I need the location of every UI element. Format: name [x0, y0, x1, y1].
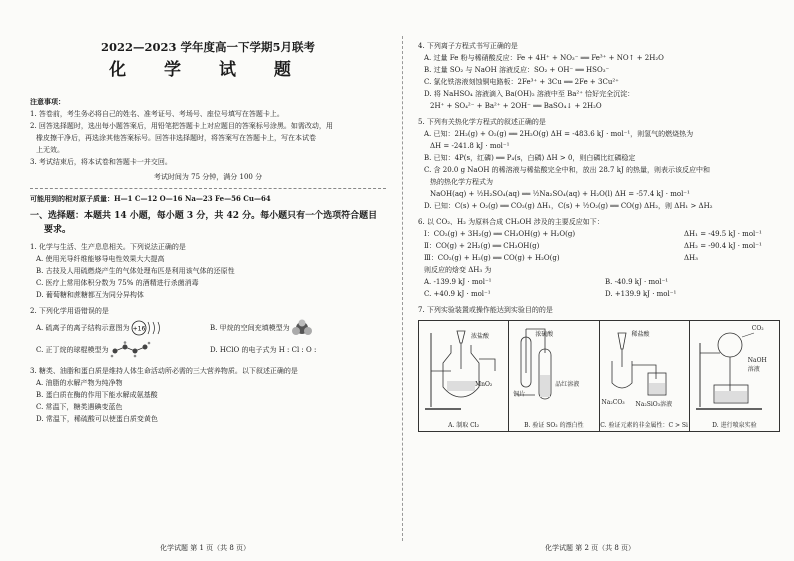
apparatus-label: Na₂CO₃ — [601, 399, 625, 406]
reaction-row — [418, 240, 780, 252]
question-4-stem: 4. 下列离子方程式书写正确的是 — [418, 42, 518, 50]
question-2-row-cd — [30, 339, 386, 361]
question-5-stem: 5. 下列有关热化学方程式的叙述正确的是 — [418, 118, 546, 126]
question-6-option: A. -139.9 kJ · mol⁻¹ — [424, 278, 492, 286]
apparatus-label: 稀盐酸 — [631, 331, 650, 338]
note-line: 橡皮擦干净后，再选涂其他答案标号。回答非选择题时，将答案写在答题卡上，写在本试卷 — [36, 134, 316, 142]
apparatus-label: Na₂SiO₃溶液 — [635, 401, 673, 408]
reaction-row — [418, 252, 780, 264]
apparatus-label: CO₂ — [751, 325, 764, 332]
exam-title: 化 学 试 题 — [109, 60, 307, 80]
question-6-options-row — [418, 276, 780, 288]
question-7-stem: 7. 下列实验装置或操作能达到实验目的的是 — [418, 306, 553, 314]
note-line: 3. 考试结束后，将本试卷和答题卡一并交回。 — [30, 158, 172, 166]
question-3-option: D. 常温下，稀硫酸可以使蛋白质变黄色 — [36, 415, 158, 423]
note-line: 2. 回答选择题时，选出每小题答案后，用铅笔把答题卡上对应题目的答案标号涂黑。如需改动，用 — [30, 122, 333, 130]
question-5-equation: NaOH(aq) + ½H₂SO₄(aq) ══ ½Na₂SO₄(aq) + H₂O(l) ΔH = -57.4 kJ · mol⁻¹ — [430, 190, 690, 198]
apparatus-cell-d — [690, 321, 779, 431]
sulfur-dioxide-test-drawing — [511, 323, 597, 413]
reaction-equation: Ⅰ：CO₂(g) + 3H₂(g) ══ CH₃OH(g) + H₂O(g) — [424, 230, 576, 238]
question-3-option: A. 油脂的水解产物为纯净物 — [36, 379, 123, 387]
question-2-option-a: A. 硫离子的离子结构示意图为 — [36, 324, 130, 332]
question-4-option: C. 氯化铁溶液刻蚀铜电路板：2Fe³⁺ + 3Cu ══ 2Fe + 3Cu²⁺ — [424, 78, 619, 86]
exam-header: 2022—2023 学年度高一下学期5月联考 — [100, 40, 316, 54]
question-4-option: B. 过量 SO₂ 与 NaOH 溶液反应：SO₂ + OH⁻ ══ HSO₃⁻ — [424, 66, 610, 74]
chlorine-generator-drawing — [421, 323, 507, 413]
apparatus-label: 浓盐酸 — [471, 333, 490, 340]
reaction-equation: Ⅱ：CO(g) + 2H₂(g) ══ CH₃OH(g) — [424, 242, 540, 250]
apparatus-caption: D. 进行喷泉实验 — [712, 422, 757, 429]
question-1-option: C. 医疗上常用体积分数为 75% 的酒精进行杀菌消毒 — [36, 279, 199, 287]
question-6-options-row — [418, 288, 780, 300]
apparatus-caption: B. 验证 SO₂ 的漂白性 — [524, 422, 584, 429]
question-5-option: C. 含 20.0 g NaOH 的稀溶液与稀盐酸完全中和，放出 28.7 kJ 的热量，则表示该反应中和 — [424, 166, 710, 174]
reaction-enthalpy: ΔH₁ = -49.5 kJ · mol⁻¹ — [684, 230, 762, 238]
reaction-enthalpy: ΔH₃ — [684, 254, 698, 262]
divider-line — [30, 188, 386, 189]
page-one-footer: 化学试题 第 1 页（共 8 页） — [160, 544, 251, 552]
question-5-option: D. 已知：C(s) + O₂(g) ══ CO₂(g) ΔH₁，C(s) + ½O₂(g) ══ CO(g) ΔH₂，则 ΔH₁ > ΔH₂ — [424, 202, 713, 210]
sulfide-ion-structure-diagram — [130, 319, 164, 337]
apparatus-label: NaOH溶液 — [747, 357, 767, 373]
question-6-option: C. +40.9 kJ · mol⁻¹ — [424, 290, 491, 298]
question-1-option: B. 古技及人用硫燃烧产生的气体处理布匹是利用该气体的还原性 — [36, 267, 235, 275]
apparatus-cell-a — [419, 321, 509, 431]
section-one-title-cont: 要求。 — [44, 225, 72, 235]
reaction-row — [418, 228, 780, 240]
question-1-option: A. 使用光导纤维能够导电性效果大大提高 — [36, 255, 165, 263]
question-6-option: D. +139.9 kJ · mol⁻¹ — [605, 290, 677, 298]
page-two — [406, 0, 794, 561]
question-5-option: A. 已知：2H₂(g) + O₂(g) ══ 2H₂O(g) ΔH = -483.6 kJ · mol⁻¹，则氢气的燃烧热为 — [424, 130, 694, 138]
apparatus-caption: A. 制取 Cl₂ — [448, 422, 480, 429]
question-4-option-cont: 2H⁺ + SO₄²⁻ + Ba²⁺ + 2OH⁻ ══ BaSO₄↓ + 2H₂O — [430, 102, 602, 110]
page-two-footer: 化学试题 第 2 页（共 8 页） — [545, 544, 636, 552]
question-2-stem: 2. 下列化学用语错误的是 — [30, 307, 109, 315]
apparatus-label: MnO₂ — [475, 381, 493, 388]
question-2-option-c: C. 正丁烷的球棍模型为 — [36, 346, 109, 354]
question-6-option: B. -40.9 kJ · mol⁻¹ — [605, 278, 669, 286]
reaction-enthalpy: ΔH₂ = -90.4 kJ · mol⁻¹ — [684, 242, 762, 250]
exam-time: 考试时间为 75 分钟，满分 100 分 — [153, 173, 263, 181]
atomic-masses: 可能用到的相对原子质量：H—1 C—12 O—16 Na—23 Fe—56 Cu—64 — [30, 194, 271, 203]
question-5-option: B. 已知：4P(s，红磷) ══ P₄(s，白磷) ΔH > 0，则白磷比红磷稳定 — [424, 154, 636, 162]
notes-title: 注意事项： — [30, 97, 65, 106]
apparatus-table — [418, 320, 780, 432]
question-2-option-d: D. HClO 的电子式为 H : Cl : O : — [210, 346, 317, 354]
apparatus-cell-b — [509, 321, 599, 431]
question-1-option: D. 葡萄糖和蔗糖都互为同分异构体 — [36, 291, 144, 299]
question-5-option-cont: ΔH = -241.8 kJ · mol⁻¹ — [430, 142, 510, 150]
question-3-option: C. 常温下，糖类遇碘变蓝色 — [36, 403, 123, 411]
butane-ball-stick-model — [109, 341, 153, 359]
apparatus-label: 浓硫酸 — [535, 331, 554, 338]
question-2-option-b: B. 甲烷的空间充填模型为 — [210, 324, 290, 332]
question-6-ask: 则反应的焓变 ΔH₃ 为 — [424, 266, 492, 274]
nucleus-label: +16 — [132, 325, 145, 333]
question-3-option: B. 蛋白质在酶的作用下能水解成氨基酸 — [36, 391, 158, 399]
question-4-option: D. 将 NaHSO₄ 溶液滴入 Ba(OH)₂ 溶液中至 Ba²⁺ 恰好完全沉淀： — [424, 90, 635, 98]
apparatus-label: 铜片 — [513, 391, 526, 398]
question-2-row-ab — [30, 317, 386, 339]
question-4-option: A. 过量 Fe 粉与稀硝酸反应：Fe + 4H⁺ + NO₃⁻ ══ Fe³⁺ + NO↑ + 2H₂O — [424, 54, 664, 62]
apparatus-label: 品红溶液 — [555, 381, 580, 388]
methane-space-filling-model — [290, 319, 314, 337]
question-6-stem: 6. 以 CO₂、H₂ 为原料合成 CH₃OH 涉及的主要反应如下： — [418, 218, 604, 226]
question-3-stem: 3. 糖类、油脂和蛋白质是维持人体生命活动所必需的三大营养物质。以下叙述正确的是 — [30, 367, 298, 375]
apparatus-cell-c — [600, 321, 690, 431]
note-line: 1. 答卷前，考生务必将自己的姓名、准考证号、考场号、座位号填写在答题卡上。 — [30, 110, 284, 118]
note-line: 上无效。 — [36, 146, 64, 154]
question-5-option-cont: 热的热化学方程式为 — [430, 178, 493, 186]
apparatus-caption: C. 验证元素的非金属性：C > Si — [600, 422, 688, 429]
page-divider — [402, 36, 403, 541]
question-1-stem: 1. 化学与生活、生产息息相关。下列说法正确的是 — [30, 243, 186, 251]
section-one-title: 一、选择题：本题共 14 小题，每小题 3 分，共 42 分。每小题只有一个选项符合题目 — [30, 211, 378, 221]
reaction-equation: Ⅲ：CO₂(g) + H₂(g) ══ CO(g) + H₂O(g) — [424, 254, 560, 262]
